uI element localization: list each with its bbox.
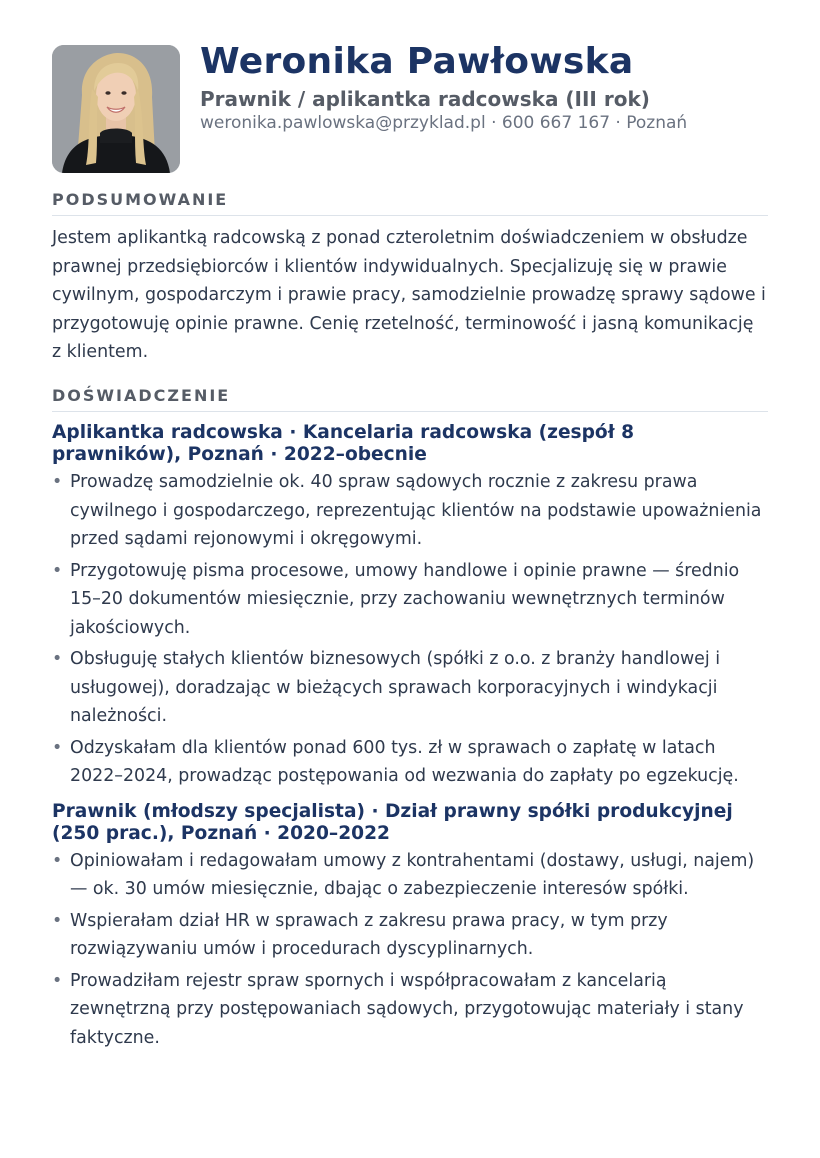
job-bullet-text: Opiniowałam i redagowałam umowy z kontrahentami (dostawy, usługi, najem) — ok. 30 umów miesięcznie, dbając o zabezpieczenie interesów spółki. — [70, 850, 755, 899]
job-bullet — [52, 907, 768, 964]
portrait-illustration — [52, 45, 180, 173]
resume-header — [52, 41, 772, 175]
job-bullet-list — [52, 847, 768, 1053]
person-name: Weronika Pawłowska — [200, 41, 634, 82]
job-title: Prawnik / aplikantka radcowska (III rok) — [200, 87, 650, 111]
job-bullet — [52, 557, 768, 643]
job-bullet-text: Prowadziłam rejestr spraw spornych i współpracowałam z kancelarią zewnętrzną przy postępowaniach sądowych, przygotowując materiały i stany faktyczne. — [70, 970, 744, 1048]
job-bullet-text: Prowadzę samodzielnie ok. 40 spraw sądowych rocznie z zakresu prawa cywilnego i gospodarczego, reprezentując klientów na podstawie upoważnienia przed sądami rejonowymi i okręgowymi. — [70, 472, 762, 549]
summary-section — [52, 190, 768, 367]
experience-heading: DOŚWIADCZENIE — [52, 386, 768, 412]
bullet-icon: • — [52, 910, 63, 931]
summary-text: Jestem aplikantką radcowską z ponad czteroletnim doświadczeniem w obsłudze prawnej przedsiębiorców i klientów indywidualnych. Specjalizuję się w prawie cywilnym, gospodarczym i prawie pracy, samodzielnie prowadzę sprawy sądowe i przygotowuję opinie prawne. Cenię rzetelność, terminowość i jasną komunikację z klientem. — [52, 228, 766, 362]
bullet-icon: • — [52, 850, 63, 871]
bullet-icon: • — [52, 737, 63, 758]
job-bullet-list — [52, 468, 768, 791]
job-header: Prawnik (młodszy specjalista) · Dział prawny spółki produkcyjnej (250 prac.), Poznań · 2020–2022 — [52, 800, 733, 844]
job-bullet — [52, 734, 768, 791]
bullet-icon: • — [52, 560, 63, 581]
bullet-icon: • — [52, 472, 63, 492]
bullet-icon: • — [52, 649, 63, 669]
job-bullet-text: Przygotowuję pisma procesowe, umowy handlowe i opinie prawne — średnio 15–20 dokumentów miesięcznie, przy zachowaniu wewnętrznych terminów jakościowych. — [70, 560, 740, 638]
job-entry — [52, 422, 768, 791]
job-bullet-text: Obsługuję stałych klientów biznesowych (spółki z o.o. z branży handlowej i usługowej), doradzając w bieżących sprawach korporacyjnych i windykacji należności. — [70, 649, 721, 726]
summary-heading: PODSUMOWANIE — [52, 190, 768, 216]
job-bullet — [52, 967, 768, 1053]
experience-section — [52, 386, 768, 1055]
job-header: Aplikantka radcowska · Kancelaria radcowska (zespół 8 prawników), Poznań · 2022–obecnie — [52, 422, 635, 465]
bullet-icon: • — [52, 970, 63, 991]
job-bullet — [52, 645, 768, 731]
job-bullet — [52, 468, 768, 554]
job-bullet — [52, 847, 768, 904]
contact-line: weronika.pawlowska@przyklad.pl · 600 667 167 · Poznań — [200, 113, 688, 133]
job-entry — [52, 801, 768, 1053]
profile-photo — [52, 45, 180, 173]
job-bullet-text: Wspierałam dział HR w sprawach z zakresu prawa pracy, w tym przy rozwiązywaniu umów i procedurach dyscyplinarnych. — [70, 910, 668, 959]
job-bullet-text: Odzyskałam dla klientów ponad 600 tys. zł w sprawach o zapłatę w latach 2022–2024, prowadząc postępowania od wezwania do zapłaty po egzekucję. — [70, 737, 739, 786]
